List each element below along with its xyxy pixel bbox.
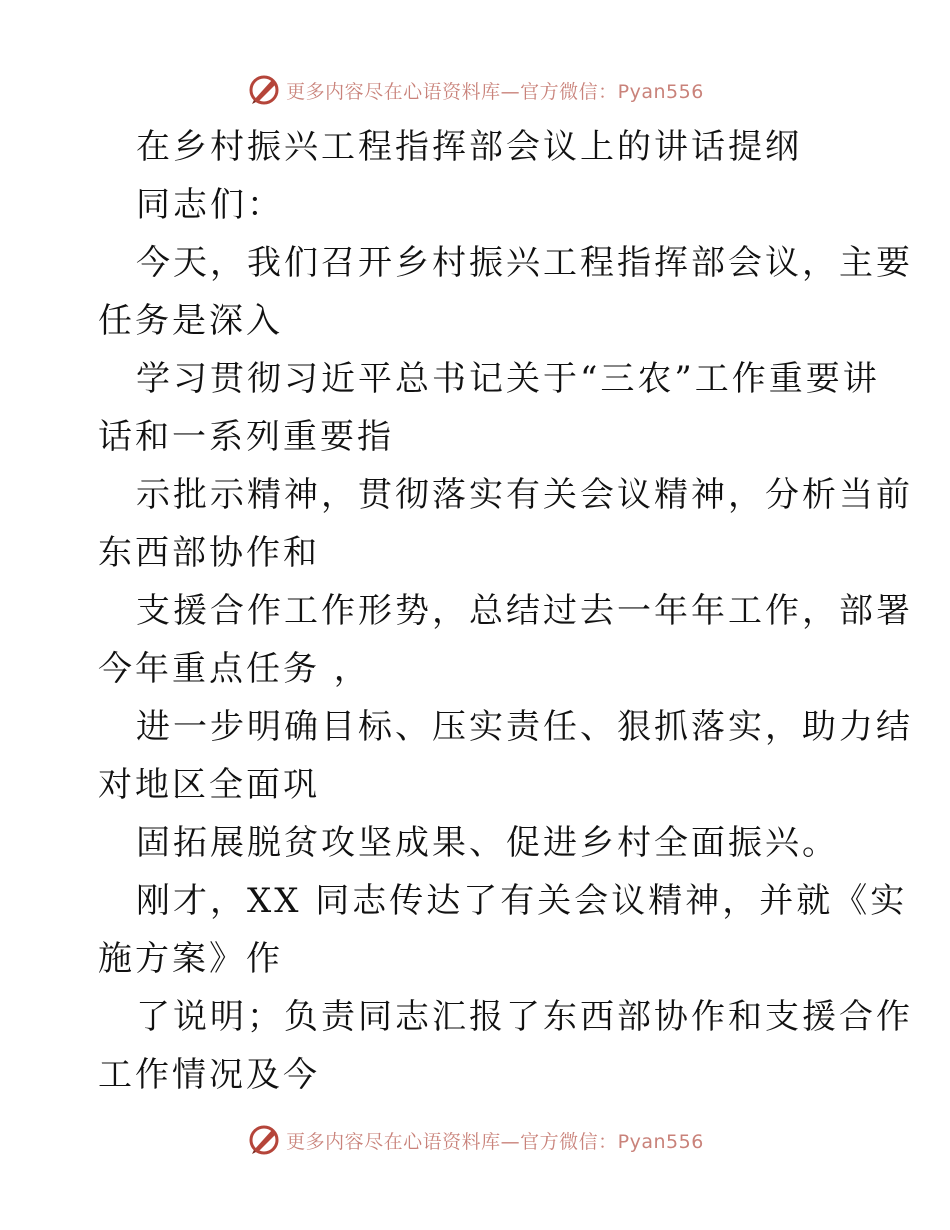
document-title: 在乡村振兴工程指挥部会议上的讲话提纲 <box>136 127 802 167</box>
paragraph-line: 施方案》作 <box>98 939 283 979</box>
paragraph-line: 固拓展脱贫攻坚成果、促进乡村全面振兴。 <box>136 823 839 863</box>
paragraph-line: 任务是深入 <box>98 301 283 341</box>
paragraph-line: 刚才，XX 同志传达了有关会议精神，并就《实 <box>136 881 908 921</box>
paragraph-line: 工作情况及今 <box>98 1055 320 1095</box>
paragraph-line: 话和一系列重要指 <box>98 417 394 457</box>
paragraph-line: 支援合作工作形势，总结过去一年年工作，部署 <box>136 591 913 631</box>
paragraph-line: 东西部协作和 <box>98 533 320 573</box>
watermark-text: 更多内容尽在心语资料库—官方微信：Pyan556 <box>286 80 704 103</box>
pen-logo-icon <box>246 1122 282 1158</box>
paragraph-line: 示批示精神，贯彻落实有关会议精神，分析当前 <box>136 475 913 515</box>
paragraph-line: 今年重点任务 ， <box>98 649 371 689</box>
pen-logo-icon <box>246 72 282 108</box>
salutation: 同志们： <box>136 185 284 225</box>
document-body <box>98 118 913 1104</box>
paragraph-line: 今天，我们召开乡村振兴工程指挥部会议，主要 <box>136 243 913 283</box>
paragraph-line: 了说明；负责同志汇报了东西部协作和支援合作 <box>136 997 913 1037</box>
footer-watermark-banner <box>0 1120 950 1160</box>
watermark-text: 更多内容尽在心语资料库—官方微信：Pyan556 <box>286 1130 704 1153</box>
paragraph-line: 学习贯彻习近平总书记关于“三农”工作重要讲 <box>136 359 880 399</box>
header-watermark-banner <box>0 70 950 110</box>
paragraph-line: 进一步明确目标、压实责任、狠抓落实，助力结 <box>136 707 913 747</box>
paragraph-line: 对地区全面巩 <box>98 765 320 805</box>
